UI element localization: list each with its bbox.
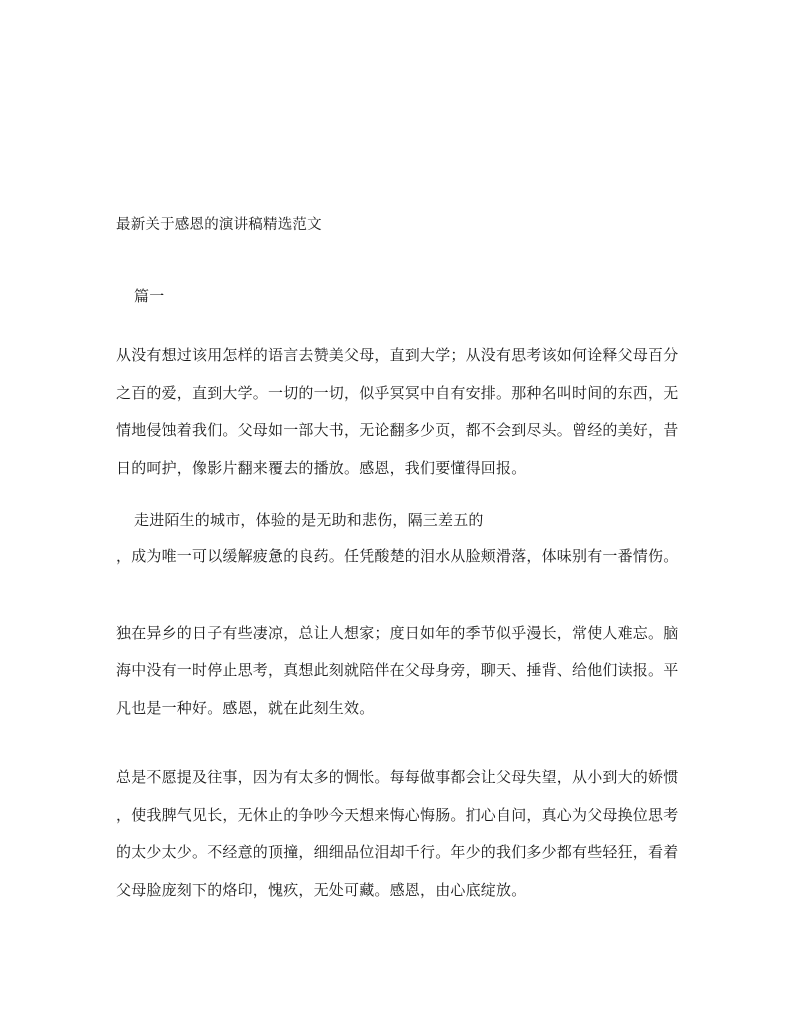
paragraph-4-line-1: 总是不愿提及往事，因为有太多的惆怅。每每做事都会让父母失望，从小到大的娇惯 [116,768,679,786]
paragraph-1-line-4: 日的呵护，像影片翻来覆去的播放。感恩，我们要懂得回报。 [116,459,527,477]
paragraph-4-line-3: 的太少太少。不经意的顶撞，细细品位泪却千行。年少的我们多少都有些轻狂，看着 [116,843,679,861]
paragraph-3-line-2: 海中没有一时停止思考，真想此刻就陪伴在父母身旁，聊天、捶背、给他们读报。平 [116,661,679,679]
paragraph-3-line-3: 凡也是一种好。感恩，就在此刻生效。 [116,699,375,717]
document-title: 最新关于感恩的演讲稿精选范文 [116,217,322,233]
paragraph-2-line-1: 走进陌生的城市，体验的是无助和悲伤，隔三差五的 [134,511,484,529]
paragraph-4-line-2: ，使我脾气见长，无休止的争吵今天想来悔心悔肠。扪心自问，真心为父母换位思考 [116,806,679,824]
paragraph-3-line-1: 独在异乡的日子有些凄凉，总让人想家；度日如年的季节似乎漫长，常使人难忘。脑 [116,624,679,642]
paragraph-1-line-1: 从没有想过该用怎样的语言去赞美父母，直到大学；从没有思考该如何诠释父母百分 [116,346,679,364]
paragraph-1-line-2: 之百的爱，直到大学。一切的一切，似乎冥冥中自有安排。那种名叫时间的东西，无 [116,384,679,402]
section-heading: 篇一 [134,287,165,305]
paragraph-2-line-2: ，成为唯一可以缓解疲惫的良药。任凭酸楚的泪水从脸颊滑落，体味别有一番情伤。 [116,547,679,565]
paragraph-1-line-3: 情地侵蚀着我们。父母如一部大书，无论翻多少页，都不会到尽头。曾经的美好，昔 [116,421,679,439]
paragraph-4-line-4: 父母脸庞刻下的烙印，愧疚，无处可藏。感恩，由心底绽放。 [116,881,527,899]
